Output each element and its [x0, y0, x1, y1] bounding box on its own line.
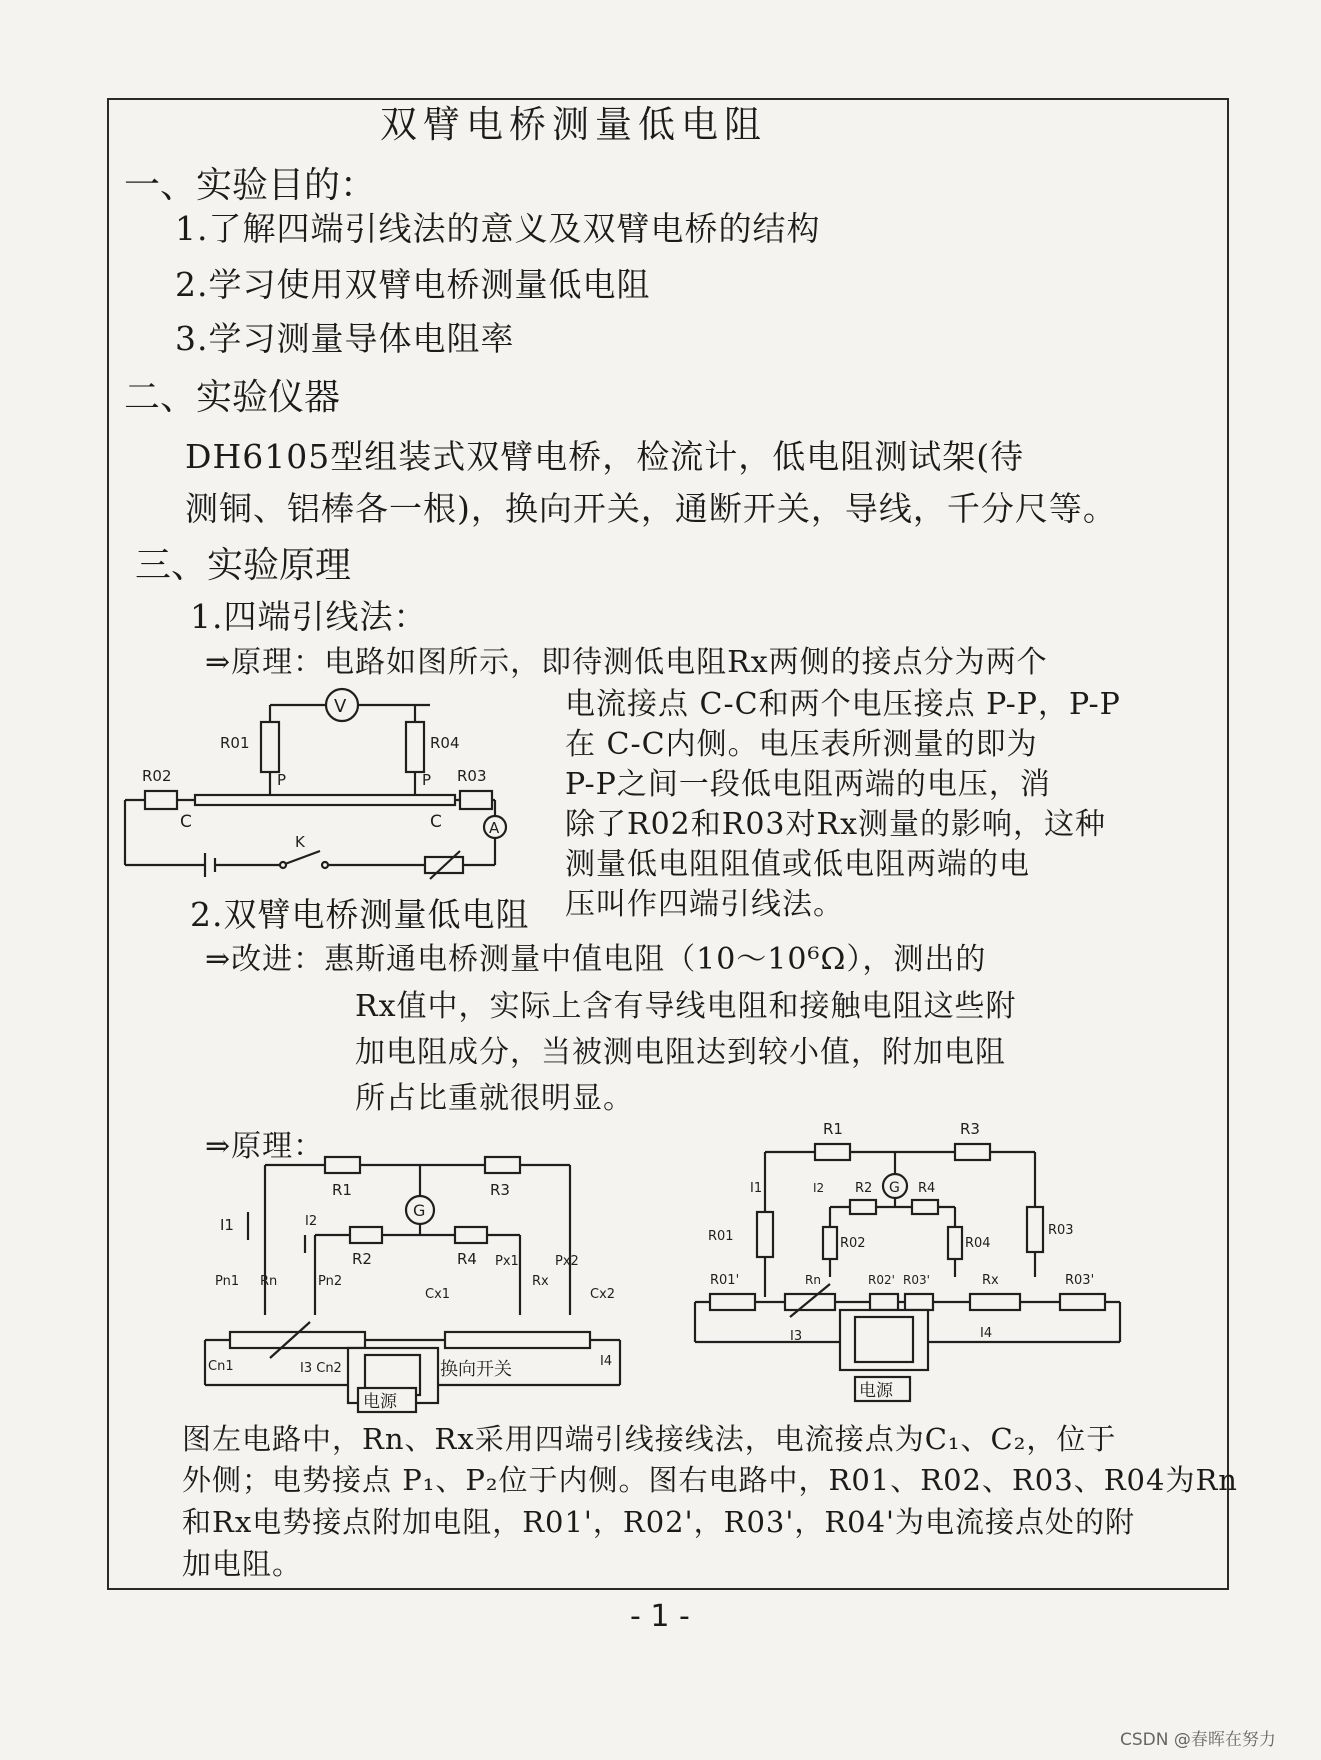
four-terminal-line-5: 除了R02和R03对Rx测量的影响，这种: [565, 807, 1107, 842]
section-1-heading: 一、实验目的：: [124, 165, 377, 206]
label-g: G: [413, 1201, 426, 1220]
page-number: - 1 -: [630, 1599, 690, 1634]
label-i3: I3: [790, 1329, 803, 1344]
four-terminal-line-7: 压叫作四端引线法。: [565, 887, 844, 922]
label-r01: R01: [220, 734, 250, 752]
four-terminal-circuit-diagram: [120, 665, 560, 880]
label-power: 电源: [363, 1392, 397, 1412]
label-i4: I4: [600, 1354, 613, 1369]
label-r2: R2: [855, 1181, 873, 1196]
objective-1: 1.了解四端引线法的意义及双臂电桥的结构: [175, 209, 821, 248]
four-terminal-line-1: ⇒原理：电路如图所示，即待测低电阻Rx两侧的接点分为两个: [205, 645, 1048, 680]
ammeter-label: A: [489, 819, 500, 837]
label-i3-cn2: I3 Cn2: [300, 1361, 342, 1376]
double-bridge-right-diagram: [690, 1112, 1135, 1417]
label-i1: I1: [220, 1216, 234, 1234]
four-terminal-line-3: 在 C-C内侧。电压表所测量的即为: [565, 727, 1038, 762]
label-rx: Rx: [982, 1273, 999, 1288]
double-bridge-left-diagram: [200, 1150, 680, 1415]
resistor-r4: [455, 1227, 487, 1243]
low-resistance-bar: [195, 795, 455, 805]
improvement-line-1: ⇒改进：惠斯通电桥测量中值电阻（10～10⁶Ω），测出的: [205, 942, 987, 977]
watermark: CSDN @春晖在努力: [1120, 1730, 1276, 1750]
page-title: 双臂电桥测量低电阻: [380, 103, 767, 146]
label-rn: Rn: [805, 1273, 821, 1287]
objective-2: 2.学习使用双臂电桥测量低电阻: [175, 265, 651, 304]
label-r4: R4: [918, 1181, 936, 1196]
improvement-line-2: Rx值中，实际上含有导线电阻和接触电阻这些附: [355, 989, 1017, 1024]
label-g: G: [889, 1180, 900, 1196]
label-r04: R04: [965, 1236, 991, 1251]
label-r01: R01: [708, 1229, 734, 1244]
label-pn1: Pn1: [215, 1274, 240, 1289]
label-rn: Rn: [260, 1274, 278, 1289]
test-resistor-rx: [970, 1294, 1020, 1310]
voltmeter-label: V: [334, 696, 347, 717]
conclusion-line-2: 外侧；电势接点 P₁、P₂位于内侧。图右电路中，R01、R02、R03、R04为Rn: [182, 1463, 1238, 1497]
label-i4: I4: [980, 1326, 993, 1341]
double-bridge-heading: 2.双臂电桥测量低电阻: [190, 895, 530, 934]
label-r1: R1: [823, 1120, 843, 1138]
label-pn2: Pn2: [318, 1274, 343, 1289]
label-cx1: Cx1: [425, 1287, 451, 1302]
label-p-left: P: [277, 771, 287, 789]
label-c-left: C: [180, 812, 192, 832]
resistor-r1: [325, 1157, 360, 1173]
four-terminal-heading: 1.四端引线法：: [190, 597, 428, 636]
standard-resistor-rn: [785, 1294, 835, 1310]
improvement-line-3: 加电阻成分，当被测电阻达到较小值，附加电阻: [355, 1035, 1006, 1070]
resistor-r1: [815, 1144, 850, 1160]
label-i2: I2: [305, 1214, 318, 1229]
label-rx: Rx: [532, 1274, 549, 1289]
resistor-r2: [850, 1200, 876, 1214]
resistor-r02: [145, 791, 177, 809]
resistor-r03-prime: [905, 1294, 933, 1310]
label-i1: I1: [750, 1181, 763, 1196]
four-terminal-line-6: 测量低电阻阻值或低电阻两端的电: [565, 847, 1030, 882]
resistor-r01-prime: [710, 1294, 755, 1310]
label-px2: Px2: [555, 1254, 579, 1269]
resistor-r3: [485, 1157, 520, 1173]
label-r03: R03: [1048, 1223, 1074, 1238]
improvement-line-4: 所占比重就很明显。: [355, 1081, 634, 1116]
objective-3: 3.学习测量导体电阻率: [175, 319, 515, 358]
section-3-heading: 三、实验原理: [135, 545, 352, 586]
label-c-right: C: [430, 812, 442, 832]
label-r02: R02: [142, 767, 172, 785]
label-r03-double-prime: R03': [1065, 1273, 1095, 1288]
label-r1: R1: [332, 1181, 352, 1199]
label-r03: R03: [457, 767, 487, 785]
label-i2: I2: [813, 1181, 825, 1195]
instruments-line-1: DH6105型组装式双臂电桥，检流计，低电阻测试架(待: [185, 437, 1025, 476]
label-r2: R2: [352, 1250, 372, 1268]
label-r04: R04: [430, 734, 460, 752]
principle-label: ⇒原理：: [205, 1129, 325, 1164]
label-px1: Px1: [495, 1254, 519, 1269]
conclusion-line-4: 加电阻。: [182, 1547, 303, 1581]
instruments-line-2: 测铜、铝棒各一根)，换向开关，通断开关，导线，千分尺等。: [185, 489, 1117, 528]
label-r3: R3: [490, 1181, 510, 1199]
label-reversing-switch: 换向开关: [440, 1359, 512, 1380]
resistor-r01: [757, 1212, 773, 1257]
label-k: K: [295, 833, 305, 851]
four-terminal-line-2: 电流接点 C-C和两个电压接点 P-P，P-P: [565, 687, 1121, 722]
label-r02-prime: R02': [868, 1273, 895, 1287]
conclusion-line-1: 图左电路中，Rn、Rx采用四端引线接线法，电流接点为C₁、C₂，位于: [182, 1422, 1117, 1456]
label-r03-prime: R03': [903, 1273, 930, 1287]
label-power: 电源: [859, 1381, 893, 1401]
four-terminal-line-4: P-P之间一段低电阻两端的电压，消: [565, 767, 1051, 802]
label-cn1: Cn1: [208, 1359, 234, 1374]
resistor-r03: [460, 791, 492, 809]
label-r3: R3: [960, 1120, 980, 1138]
resistor-r02-prime: [870, 1294, 898, 1310]
section-2-heading: 二、实验仪器: [124, 377, 341, 418]
resistor-r04: [406, 722, 424, 772]
label-r01-prime: R01': [710, 1273, 740, 1288]
resistor-r4: [912, 1200, 938, 1214]
label-cx2: Cx2: [590, 1287, 616, 1302]
resistor-r3: [955, 1144, 990, 1160]
conclusion-line-3: 和Rx电势接点附加电阻，R01'，R02'，R03'，R04'为电流接点处的附: [182, 1505, 1136, 1539]
resistor-r04: [948, 1227, 962, 1259]
label-r4: R4: [457, 1250, 477, 1268]
resistor-r01: [261, 722, 279, 772]
resistor-r2: [350, 1227, 382, 1243]
resistor-r03: [1027, 1207, 1043, 1252]
label-p-right: P: [422, 771, 432, 789]
label-r02: R02: [840, 1236, 866, 1251]
resistor-r03-double-prime: [1060, 1294, 1105, 1310]
test-resistor-rx: [445, 1332, 590, 1348]
resistor-r02: [823, 1227, 837, 1259]
